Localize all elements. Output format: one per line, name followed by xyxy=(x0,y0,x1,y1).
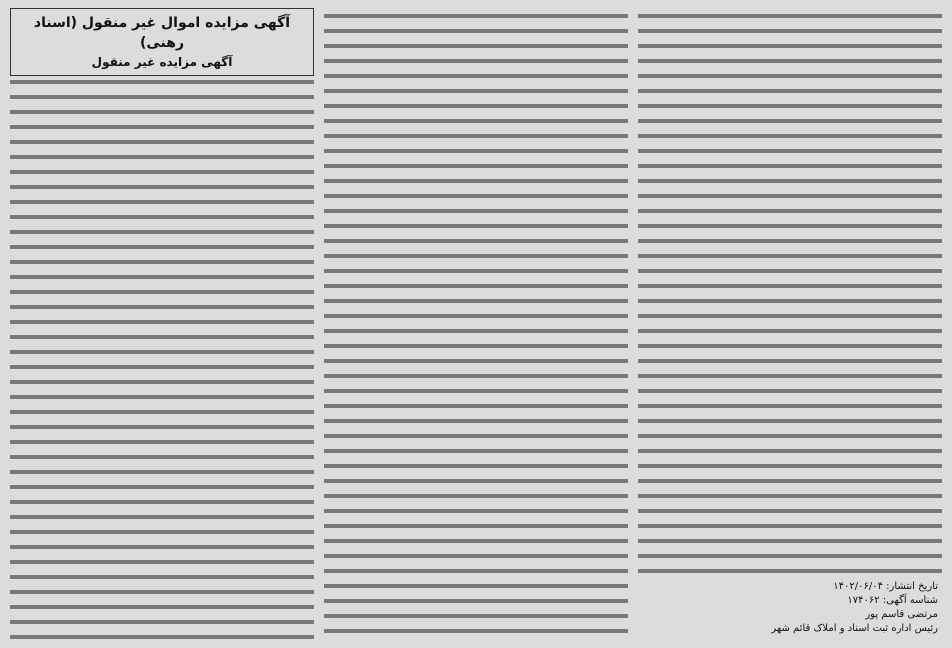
signature-block xyxy=(642,580,938,636)
column-middle xyxy=(324,8,628,640)
notice-title: آگهی مزایده اموال غیر منقول (اسناد رهنی) xyxy=(33,15,291,51)
notice-header xyxy=(10,8,314,76)
notice-id: شناسه آگهی: ۱۷۴۰۶۲ xyxy=(847,595,938,606)
illegible-text-block xyxy=(324,8,628,640)
illegible-text-block xyxy=(10,74,314,640)
illegible-text-block xyxy=(638,8,942,580)
publish-date: تاریخ انتشار: ۱۴۰۲/۰۶/۰۴ xyxy=(833,581,938,592)
column-right xyxy=(10,8,314,640)
notice-subtitle: آگهی مزایده غیر منقول xyxy=(91,55,233,69)
column-left xyxy=(638,8,942,640)
signatory-name: مرتضی قاسم پور xyxy=(865,609,938,620)
signatory-role: رئیس اداره ثبت اسناد و املاک قائم شهر xyxy=(771,623,938,634)
